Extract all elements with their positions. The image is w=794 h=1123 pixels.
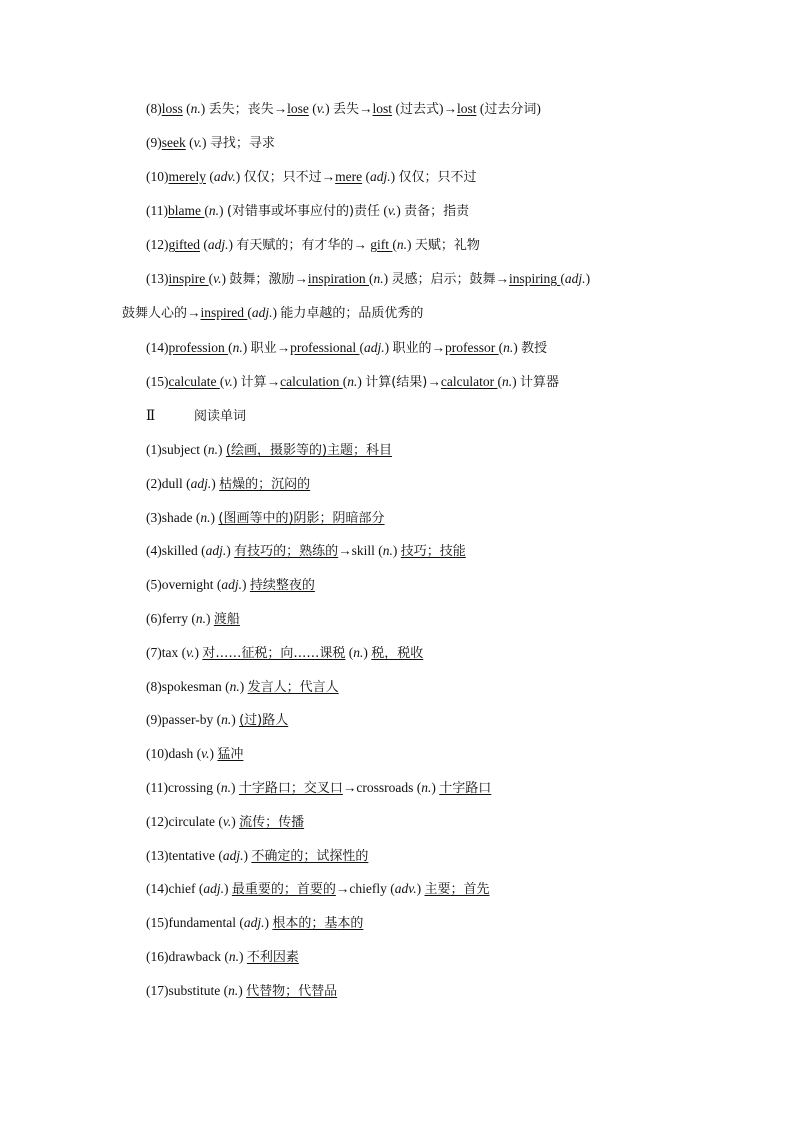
headword: skilled — [161, 543, 198, 559]
paren: ( — [187, 611, 196, 626]
paren: ( — [200, 237, 208, 252]
paren: ( — [392, 237, 397, 252]
item-number: (8) — [146, 678, 162, 694]
meaning: (对错事或坏事应付的)责任 — [226, 204, 381, 219]
pos-label: n. — [200, 509, 211, 525]
arrow: → — [338, 543, 352, 559]
paren: ( — [219, 374, 225, 389]
answer-word: lose — [287, 101, 309, 116]
answer-meaning: 税，税收 — [371, 645, 424, 661]
item-number: (7) — [146, 644, 162, 660]
paren: ) — [512, 374, 520, 389]
pos-label: n. — [207, 442, 218, 457]
paren: ) — [242, 340, 251, 355]
answer-word: calculator — [440, 374, 498, 389]
pos-label: n. — [396, 237, 408, 252]
paren: ) — [513, 340, 522, 355]
paren: ( — [308, 101, 317, 116]
paren: ( — [235, 915, 244, 931]
item-number: (9) — [146, 712, 162, 728]
paren: ) — [243, 847, 252, 863]
paren: ) — [224, 881, 232, 897]
headword: fundamental — [168, 915, 236, 931]
vocab-line-13-continued — [122, 302, 698, 324]
paren: ( — [380, 203, 388, 218]
answer-word: profession — [168, 340, 229, 355]
headword: spokesman — [161, 678, 222, 694]
headword: shade — [161, 509, 193, 525]
reading-word-item — [146, 676, 698, 698]
pos-label: adj. — [251, 305, 273, 320]
paren: ) — [407, 237, 415, 252]
item-number: (13) — [146, 271, 169, 286]
paren: ( — [214, 813, 223, 829]
item-number: (14) — [146, 881, 169, 897]
paren: ) — [390, 169, 399, 184]
paren: ( — [221, 678, 230, 694]
item-number: (11) — [146, 780, 168, 795]
answer-meaning: 代替物；代替品 — [246, 983, 338, 999]
answer-word: professor — [445, 340, 499, 355]
answer-meaning: (过)路人 — [239, 713, 289, 729]
pos-label: adj. — [207, 237, 229, 252]
paren: ( — [220, 982, 229, 998]
paren: ) — [200, 101, 209, 116]
paren: ( — [392, 101, 400, 116]
paren: ( — [342, 374, 348, 389]
answer-meaning: 枯燥的；沉闷的 — [219, 476, 311, 492]
paren: ( — [220, 949, 229, 964]
paren: ) — [238, 949, 247, 964]
vocab-line-15 — [146, 371, 698, 393]
pos-label: n. — [373, 271, 384, 286]
pos-label: adj. — [243, 915, 265, 931]
reading-word-item — [146, 811, 698, 833]
answer-word: gift — [370, 237, 393, 252]
reading-word-item — [146, 709, 698, 731]
paren: ( — [498, 340, 504, 355]
reading-word-item — [146, 845, 698, 867]
item-number: (3) — [146, 509, 162, 525]
item-number: (10) — [146, 169, 169, 184]
meaning: 丢失 — [333, 102, 360, 117]
paren: ( — [386, 881, 395, 897]
paren: ( — [193, 746, 202, 762]
paren: ( — [476, 101, 485, 116]
headword: subject — [161, 442, 200, 457]
note: 过去分词 — [484, 102, 537, 117]
paren: ) — [221, 271, 230, 286]
arrow: → — [443, 101, 457, 116]
paren: ) — [231, 813, 240, 829]
pos-label: adj. — [221, 577, 243, 593]
item-number: (14) — [146, 340, 169, 355]
paren: ) — [226, 543, 235, 559]
pos-label: n. — [421, 780, 432, 795]
meaning: 职业 — [250, 341, 277, 356]
arrow: → — [335, 881, 350, 897]
pos-label: n. — [347, 374, 358, 389]
meaning: 丢失；丧失 — [208, 102, 274, 117]
answer-meaning: 不利因素 — [246, 950, 299, 965]
headword: dull — [161, 475, 183, 491]
paren: ( — [213, 780, 221, 795]
paren: ( — [413, 780, 422, 795]
headword: tax — [161, 644, 179, 660]
item-number: (6) — [146, 611, 162, 626]
pos-label: adv. — [394, 881, 417, 897]
answer-word: seek — [161, 135, 186, 150]
meaning: 能力卓越的；品质优秀的 — [280, 306, 424, 321]
reading-word-item — [146, 946, 698, 968]
answer-word: inspiration — [307, 271, 370, 286]
paren: ( — [497, 374, 502, 389]
answer-meaning: 流传；传播 — [239, 814, 305, 830]
reading-word-item — [146, 608, 698, 630]
reading-word-item — [146, 507, 698, 529]
meaning: 计算器 — [519, 375, 559, 390]
answer-word: lost — [456, 101, 477, 116]
pos-label: adj. — [205, 543, 227, 559]
pos-label: n. — [190, 101, 201, 116]
answer-word: calculation — [280, 374, 343, 389]
item-number: (15) — [146, 374, 169, 389]
answer-word: professional — [290, 340, 360, 355]
meaning: 鼓舞；激励 — [229, 272, 295, 287]
paren: ( — [200, 442, 208, 457]
answer-word: calculate — [168, 374, 220, 389]
pos-label: n. — [382, 543, 393, 559]
vocab-line-13 — [146, 268, 698, 290]
paren: ) — [392, 543, 401, 559]
paren: ) — [384, 340, 393, 355]
pos-label: v. — [213, 271, 222, 286]
vocab-line-12 — [146, 234, 698, 256]
pos-label: n. — [220, 780, 231, 795]
paren: ) — [210, 509, 219, 525]
paren: ) — [232, 374, 241, 389]
pos-label: adv. — [213, 169, 236, 184]
paren: ) — [235, 169, 244, 184]
paren: ) — [242, 577, 250, 593]
vocab-line-9 — [146, 132, 698, 154]
arrow: → — [321, 169, 336, 184]
item-number: (12) — [146, 813, 169, 829]
paren: ) — [438, 101, 444, 116]
answer-meaning: 最重要的；首要的 — [231, 882, 336, 898]
answer-meaning: 十字路口 — [439, 781, 492, 796]
answer-meaning: 渡船 — [213, 612, 240, 627]
reading-word-item — [146, 642, 698, 664]
headword: crossing — [168, 780, 213, 795]
paren: ) — [396, 203, 405, 218]
paren: ( — [208, 271, 214, 286]
arrow: → — [359, 101, 373, 116]
paren: ( — [247, 305, 252, 320]
meaning: 计算(结果) — [365, 375, 428, 390]
item-number: (4) — [146, 543, 162, 559]
pos-label: n. — [232, 340, 243, 355]
answer-meaning: 有技巧的；熟练的 — [234, 544, 339, 560]
section-heading — [146, 405, 698, 427]
meaning: 责备；指责 — [404, 204, 470, 219]
headword: drawback — [168, 949, 221, 964]
headword: ferry — [161, 611, 188, 626]
item-number: (2) — [146, 475, 162, 491]
answer-meaning: 技巧；技能 — [400, 544, 466, 560]
pos-label: n. — [501, 374, 513, 389]
reading-word-item — [146, 912, 698, 934]
arrow: → — [187, 305, 201, 320]
headword: tentative — [168, 847, 215, 863]
item-number: (1) — [146, 442, 162, 457]
headword: passer-by — [161, 712, 214, 728]
pos-label: adj. — [364, 340, 385, 355]
answer-meaning: (图画等中的)阴影；阴暗部分 — [218, 510, 385, 526]
arrow: → — [495, 271, 510, 286]
arrow: → — [266, 374, 281, 389]
pos-label: n. — [208, 203, 219, 218]
pos-label: v. — [193, 135, 202, 150]
answer-meaning: 十字路口；交叉口 — [238, 781, 343, 796]
pos-label: n. — [228, 949, 239, 964]
item-number: (17) — [146, 982, 169, 998]
pos-label: adj. — [564, 271, 586, 286]
item-number: (13) — [146, 847, 169, 863]
reading-word-item — [146, 743, 698, 765]
note: 过去式 — [399, 102, 439, 117]
headword: overnight — [161, 577, 214, 593]
answer-word: lost — [372, 101, 393, 116]
answer-meaning: 猛冲 — [217, 747, 244, 763]
paren: ) — [585, 271, 591, 286]
answer-meaning: 不确定的；试探性的 — [251, 848, 369, 864]
item-number: (12) — [146, 237, 169, 252]
paren: ( — [182, 101, 191, 116]
headword: circulate — [168, 813, 215, 829]
arrow: → — [431, 340, 446, 355]
section-numeral: Ⅱ — [146, 408, 156, 423]
paren: ( — [359, 340, 364, 355]
headword: crossroads — [356, 780, 414, 795]
reading-word-item — [146, 980, 698, 1002]
paren: ( — [560, 271, 565, 286]
answer-meaning: 根本的；基本的 — [272, 916, 364, 932]
paren: ( — [213, 712, 222, 728]
meaning: 寻找；寻求 — [209, 136, 275, 151]
pos-label: n. — [353, 644, 364, 660]
paren: ) — [383, 271, 392, 286]
arrow: → — [294, 271, 308, 286]
arrow: → — [273, 101, 288, 116]
paren: ( — [185, 135, 194, 150]
meaning: 计算 — [240, 375, 267, 390]
answer-word: inspiring — [509, 271, 561, 286]
pos-label: adj. — [222, 847, 244, 863]
answer-meaning: (绘画，摄影等的)主题；科目 — [225, 443, 393, 458]
paren: ) — [202, 135, 210, 150]
pos-label: n. — [195, 611, 206, 626]
paren: ( — [214, 847, 223, 863]
headword: chief — [168, 881, 196, 897]
pos-label: v. — [222, 813, 232, 829]
paren: ) — [228, 237, 237, 252]
paren: ) — [231, 780, 239, 795]
reading-word-item — [146, 878, 698, 900]
paren: ( — [213, 577, 222, 593]
pos-label: v. — [186, 644, 195, 660]
meaning: 有天赋的；有才华的 — [236, 238, 354, 253]
item-number: (5) — [146, 577, 162, 593]
meaning: 天赋；礼物 — [414, 238, 480, 253]
answer-meaning: 持续整夜的 — [249, 578, 315, 594]
paren: ) — [264, 915, 273, 931]
paren: ( — [228, 340, 233, 355]
section-title: 阅读单词 — [194, 409, 247, 424]
vocab-line-14 — [146, 337, 698, 359]
pos-label: v. — [316, 101, 326, 116]
paren: ) — [194, 644, 203, 660]
answer-word: inspired — [200, 305, 248, 320]
paren: ) — [209, 746, 218, 762]
headword: substitute — [168, 982, 221, 998]
answer-meaning: 主要；首先 — [424, 882, 490, 898]
answer-word: blame — [168, 203, 205, 218]
arrow: → — [427, 374, 441, 389]
meaning: 鼓舞人心的 — [122, 306, 188, 321]
pos-label: n. — [221, 712, 232, 728]
paren: ( — [204, 203, 209, 218]
paren: ) — [219, 203, 227, 218]
paren: ) — [211, 475, 220, 491]
paren: ) — [363, 644, 372, 660]
answer-word: inspire — [168, 271, 209, 286]
paren: ) — [239, 678, 248, 694]
pos-label: adj. — [369, 169, 391, 184]
paren: ) — [536, 101, 541, 116]
headword: dash — [168, 746, 194, 762]
paren: ( — [374, 543, 383, 559]
pos-label: v. — [224, 374, 233, 389]
reading-word-item — [146, 777, 698, 799]
paren: ) — [272, 305, 281, 320]
meaning: 仅仅；只不过 — [398, 170, 477, 185]
pos-label: v. — [387, 203, 397, 218]
answer-meaning: 对……征税；向……课税 — [202, 645, 346, 661]
pos-label: adj. — [190, 475, 212, 491]
paren: ) — [218, 442, 226, 457]
paren: ( — [178, 644, 187, 660]
meaning: 职业的 — [392, 341, 432, 356]
answer-word: gifted — [168, 237, 200, 252]
meaning: 仅仅；只不过 — [243, 170, 322, 185]
vocab-line-11 — [146, 200, 698, 222]
reading-word-item — [146, 574, 698, 596]
arrow: → — [353, 237, 371, 252]
answer-word: mere — [335, 169, 363, 184]
paren: ( — [348, 644, 354, 660]
headword: chiefly — [349, 881, 387, 897]
answer-meaning: 发言人；代言人 — [247, 679, 339, 695]
paren: ( — [182, 475, 191, 491]
paren: ) — [231, 712, 240, 728]
item-number: (16) — [146, 949, 169, 964]
item-number: (11) — [146, 203, 168, 218]
paren: ) — [431, 780, 440, 795]
paren: ) — [357, 374, 366, 389]
paren: ) — [416, 881, 425, 897]
paren: ) — [205, 611, 214, 626]
pos-label: adj. — [203, 881, 224, 897]
paren: ) — [325, 101, 334, 116]
answer-word: loss — [161, 101, 183, 116]
paren: ( — [369, 271, 374, 286]
paren: ( — [197, 543, 206, 559]
meaning: 灵感；启示；鼓舞 — [391, 272, 496, 287]
paren: ( — [192, 509, 201, 525]
pos-label: n. — [229, 678, 240, 694]
meaning: 教授 — [521, 341, 548, 356]
reading-word-item — [146, 439, 698, 461]
paren: ) — [238, 982, 247, 998]
reading-word-item — [146, 540, 698, 562]
answer-word: merely — [168, 169, 206, 184]
item-number: (10) — [146, 746, 169, 762]
arrow: → — [342, 780, 357, 795]
arrow: → — [276, 340, 291, 355]
pos-label: n. — [503, 340, 514, 355]
item-number: (15) — [146, 915, 169, 931]
reading-word-item — [146, 473, 698, 495]
paren: ( — [205, 169, 214, 184]
item-number: (9) — [146, 135, 162, 150]
pos-label: v. — [201, 746, 210, 762]
paren: ( — [362, 169, 370, 184]
pos-label: n. — [228, 982, 239, 998]
paren: ( — [195, 881, 204, 897]
vocab-line-8 — [146, 98, 698, 120]
vocab-line-10 — [146, 166, 698, 188]
item-number: (8) — [146, 101, 162, 116]
headword: skill — [351, 543, 375, 559]
